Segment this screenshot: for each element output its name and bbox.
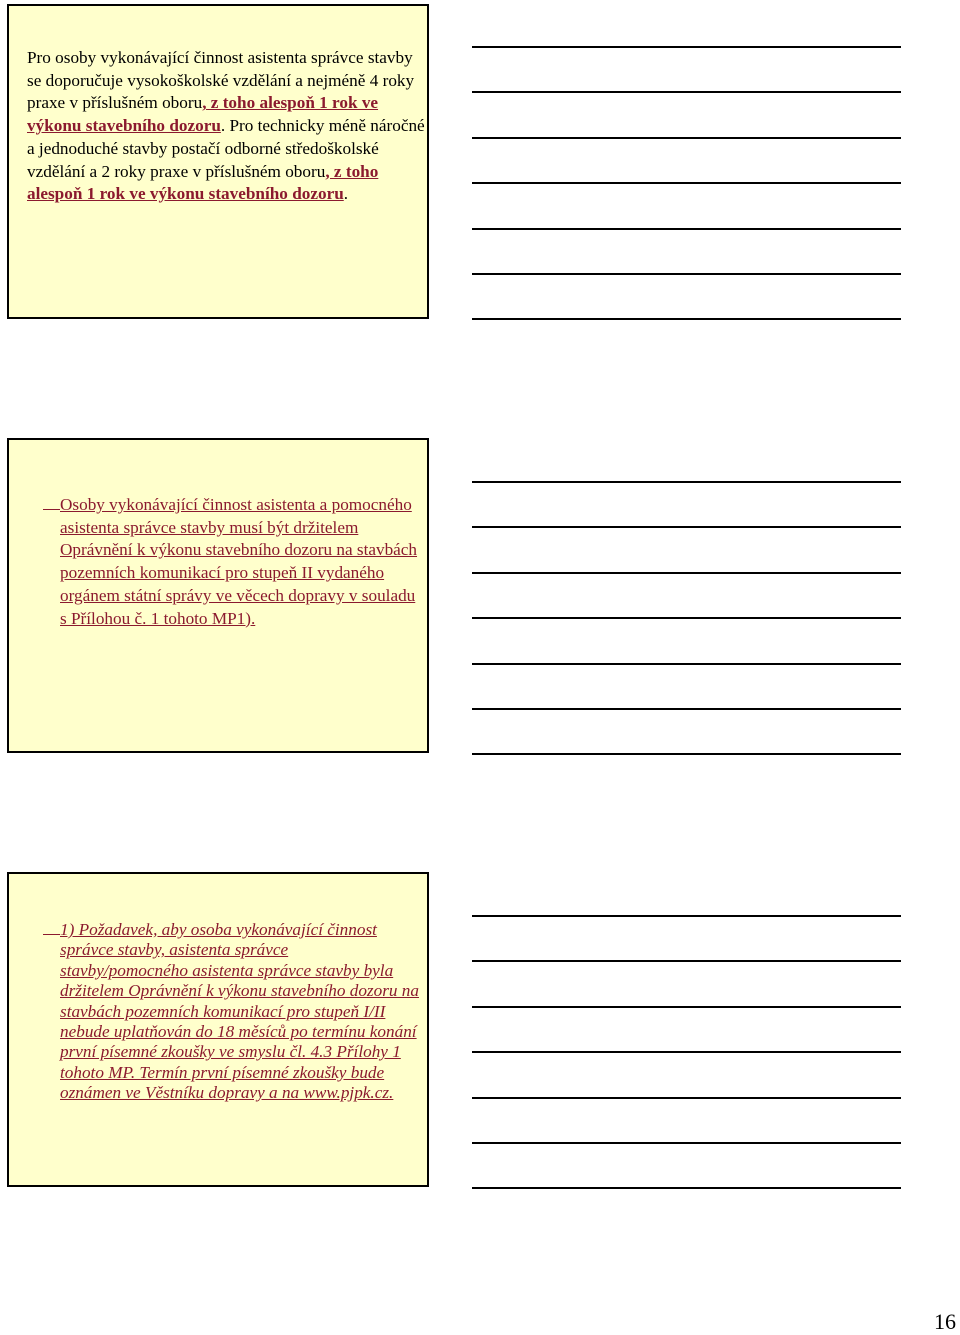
note-line bbox=[472, 663, 901, 665]
note-line bbox=[472, 318, 901, 320]
note-line bbox=[472, 137, 901, 139]
note-line bbox=[472, 572, 901, 574]
note-line bbox=[472, 273, 901, 275]
note-line bbox=[472, 1097, 901, 1099]
slide-1-text bbox=[27, 47, 427, 206]
slide-3-text[interactable] bbox=[43, 920, 420, 1104]
slide-3-body[interactable]: 1) Požadavek, aby osoba vykonávající činnost správce stavby, asistenta správce stavby/pomocného asistenta správce stavby byla držitelem Oprávnění k výkonu stavebního dozoru na stavbách pozemních komunikací pro stupeň I/II nebude uplatňován do 18 měsíců po termínu konání první písemné zkoušky ve smyslu čl. 4.3 Přílohy 1 tohoto MP. Termín první písemné zkoušky bude oznámen ve Věstníku dopravy a na www.pjpk.cz. bbox=[60, 920, 419, 1103]
slide-1-text-a: Pro osoby vykonávající činnost asistenta správce stavby se doporučuje vysokoškolské vzdělání a nejméně 4 roky praxe v příslušném oboru bbox=[27, 48, 415, 113]
note-line bbox=[472, 915, 901, 917]
slide-2-text[interactable] bbox=[43, 494, 420, 630]
slide-3-underline-lead bbox=[43, 920, 60, 935]
slide-2-body[interactable]: Osoby vykonávající činnost asistenta a pomocného asistenta správce stavby musí být držitelem Oprávnění k výkonu stavebního dozoru na stavbách pozemních komunikací pro stupeň II vydaného orgánem státní správy ve věcech dopravy v souladu s Přílohou č. 1 tohoto MP1). bbox=[60, 495, 418, 628]
note-line bbox=[472, 708, 901, 710]
page-number: 16 bbox=[934, 1309, 956, 1334]
note-line bbox=[472, 91, 901, 93]
note-line bbox=[472, 228, 901, 230]
note-line bbox=[472, 1187, 901, 1189]
slide-1-text-b: . Pro technicky méně náročné a jednoduché stavby postačí odborné středoškolské vzdělání a 2 roky praxe v příslušném oboru bbox=[27, 116, 425, 181]
slide-1-text-c: . bbox=[343, 184, 349, 204]
slide-1 bbox=[7, 4, 429, 319]
note-line bbox=[472, 1142, 901, 1144]
note-line bbox=[472, 960, 901, 962]
note-line bbox=[472, 617, 901, 619]
notes-lines-3 bbox=[472, 915, 901, 1233]
slide-2-underline-lead bbox=[43, 495, 60, 510]
slide-1-link-b[interactable]: , z toho alespoň 1 rok ve výkonu stavebního dozoru bbox=[27, 161, 379, 204]
notes-lines-2 bbox=[472, 481, 901, 799]
slide-3 bbox=[7, 872, 429, 1187]
note-line bbox=[472, 46, 901, 48]
note-line bbox=[472, 1006, 901, 1008]
note-line bbox=[472, 753, 901, 755]
note-line bbox=[472, 1051, 901, 1053]
notes-lines-1 bbox=[472, 46, 901, 364]
slide-2 bbox=[7, 438, 429, 753]
note-line bbox=[472, 182, 901, 184]
note-line bbox=[472, 481, 901, 483]
slide-1-link-a[interactable]: , z toho alespoň 1 rok ve výkonu stavebního dozoru bbox=[27, 93, 379, 136]
note-line bbox=[472, 526, 901, 528]
